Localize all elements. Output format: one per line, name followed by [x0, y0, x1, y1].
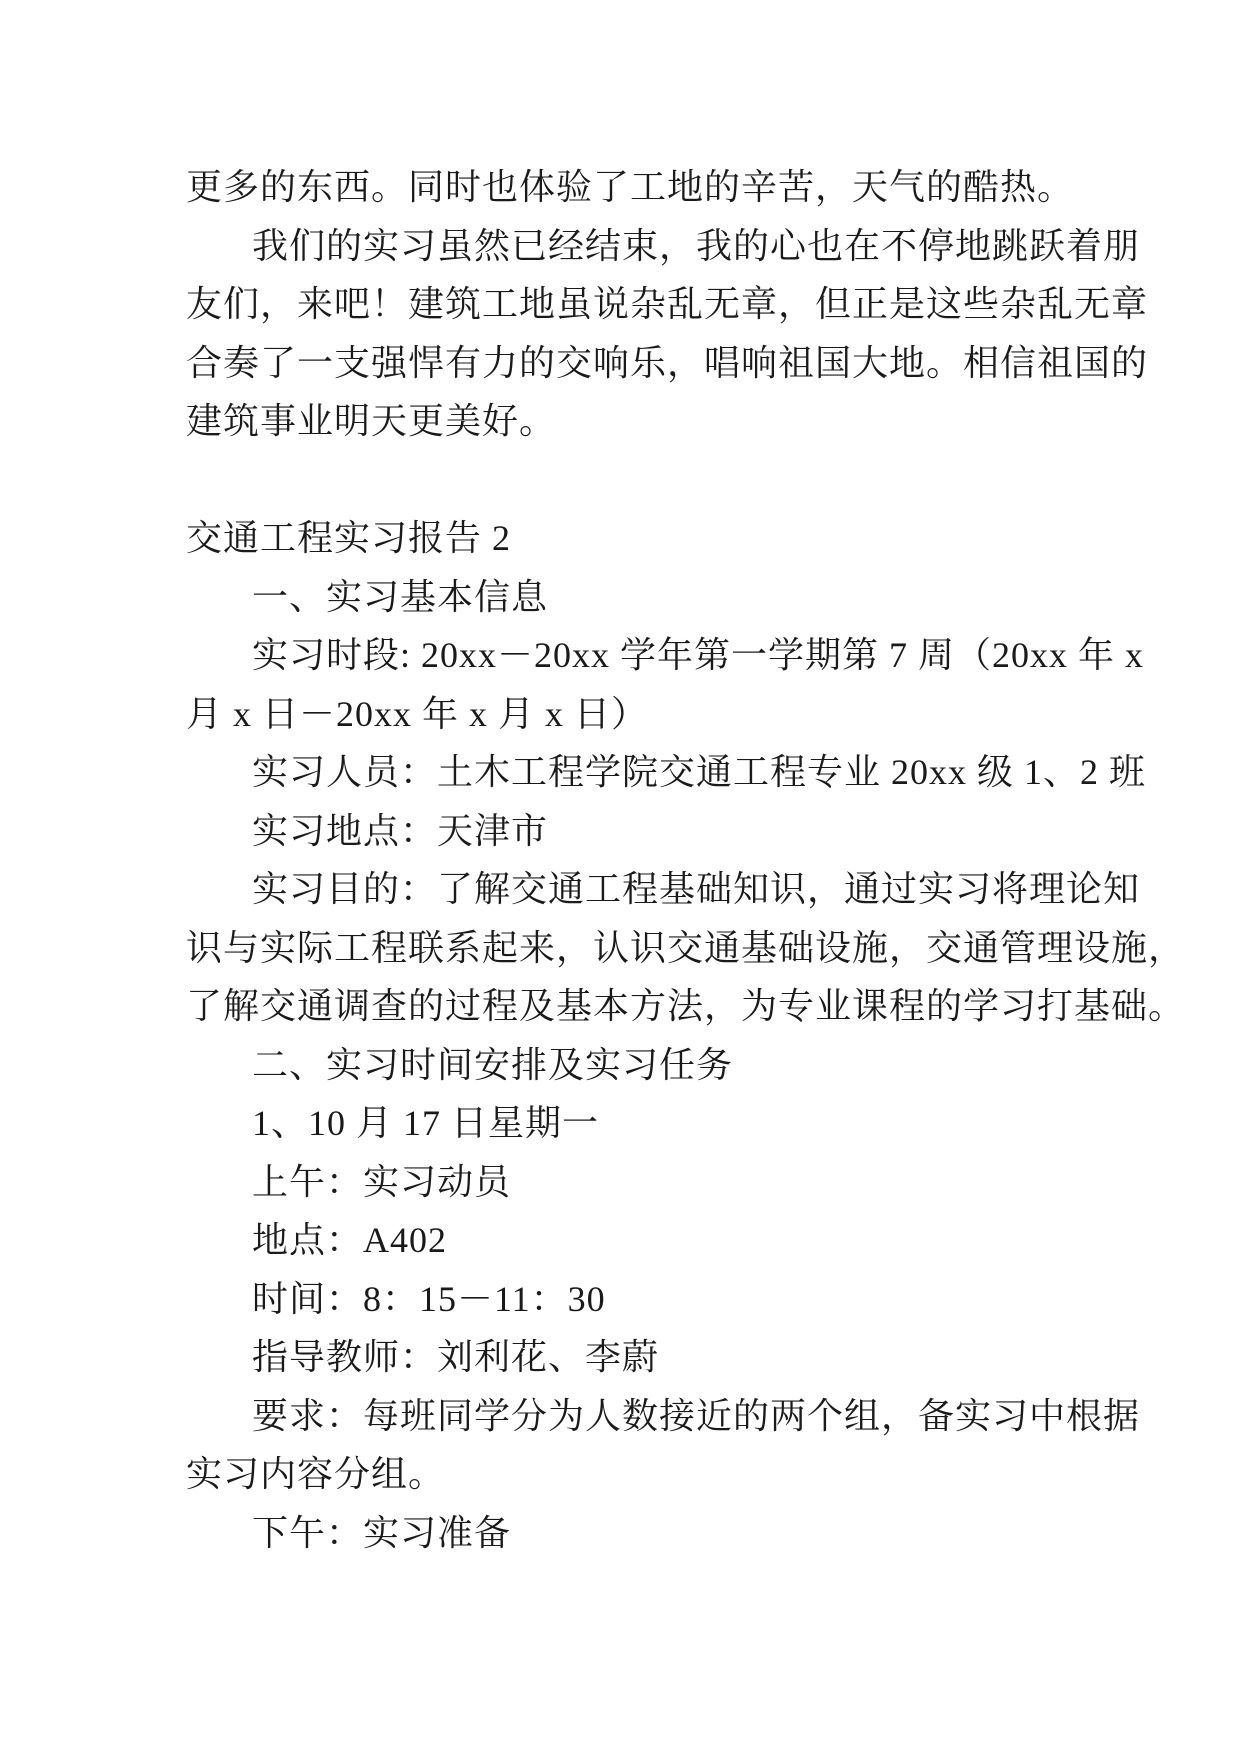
text-line: 友们，来吧！建筑工地虽说杂乱无章，但正是这些杂乱无章: [186, 284, 1149, 324]
text-line: 1、10 月 17 日星期一: [252, 1103, 600, 1143]
text-line: 下午：实习准备: [252, 1512, 512, 1553]
text-line: 地点：A402: [252, 1220, 447, 1260]
text-line: 实习人员：土木工程学院交通工程专业 20xx 级 1、2 班: [252, 752, 1147, 792]
text-line: 实习时段: 20xx－20xx 学年第一学期第 7 周（20xx 年 x: [252, 635, 1145, 675]
text-line: 实习地点：天津市: [252, 810, 549, 851]
text-line: 二、实习时间安排及实习任务: [252, 1044, 734, 1085]
text-line: 我们的实习虽然已经结束，我的心也在不停地跳跃着朋: [252, 225, 1141, 266]
text-line: 交通工程实习报告 2: [186, 518, 512, 558]
text-line: 识与实际工程联系起来，认识交通基础设施，交通管理设施，: [186, 927, 1186, 968]
document-text: [186, 158, 1186, 1562]
text-line: 时间：8：15－11：30: [252, 1278, 606, 1319]
text-line: 月 x 日－20xx 年 x 月 x 日）: [186, 693, 649, 734]
text-line: 一、实习基本信息: [252, 576, 549, 617]
text-line: 实习内容分组。: [186, 1454, 446, 1494]
text-line: 合奏了一支强悍有力的交响乐，唱响祖国大地。相信祖国的: [186, 342, 1149, 383]
text-line: 指导教师：刘利花、李蔚: [252, 1337, 660, 1377]
text-line: 建筑事业明天更美好。: [186, 401, 557, 441]
text-line: 要求：每班同学分为人数接近的两个组，备实习中根据: [252, 1395, 1141, 1436]
blank-line: [186, 451, 1076, 510]
text-line: 更多的东西。同时也体验了工地的辛苦，天气的酷热。: [186, 167, 1075, 207]
text-line: 实习目的：了解交通工程基础知识，通过实习将理论知: [252, 869, 1141, 909]
text-line: 了解交通调查的过程及基本方法，为专业课程的学习打基础。: [186, 986, 1186, 1026]
text-line: 上午：实习动员: [252, 1161, 512, 1202]
